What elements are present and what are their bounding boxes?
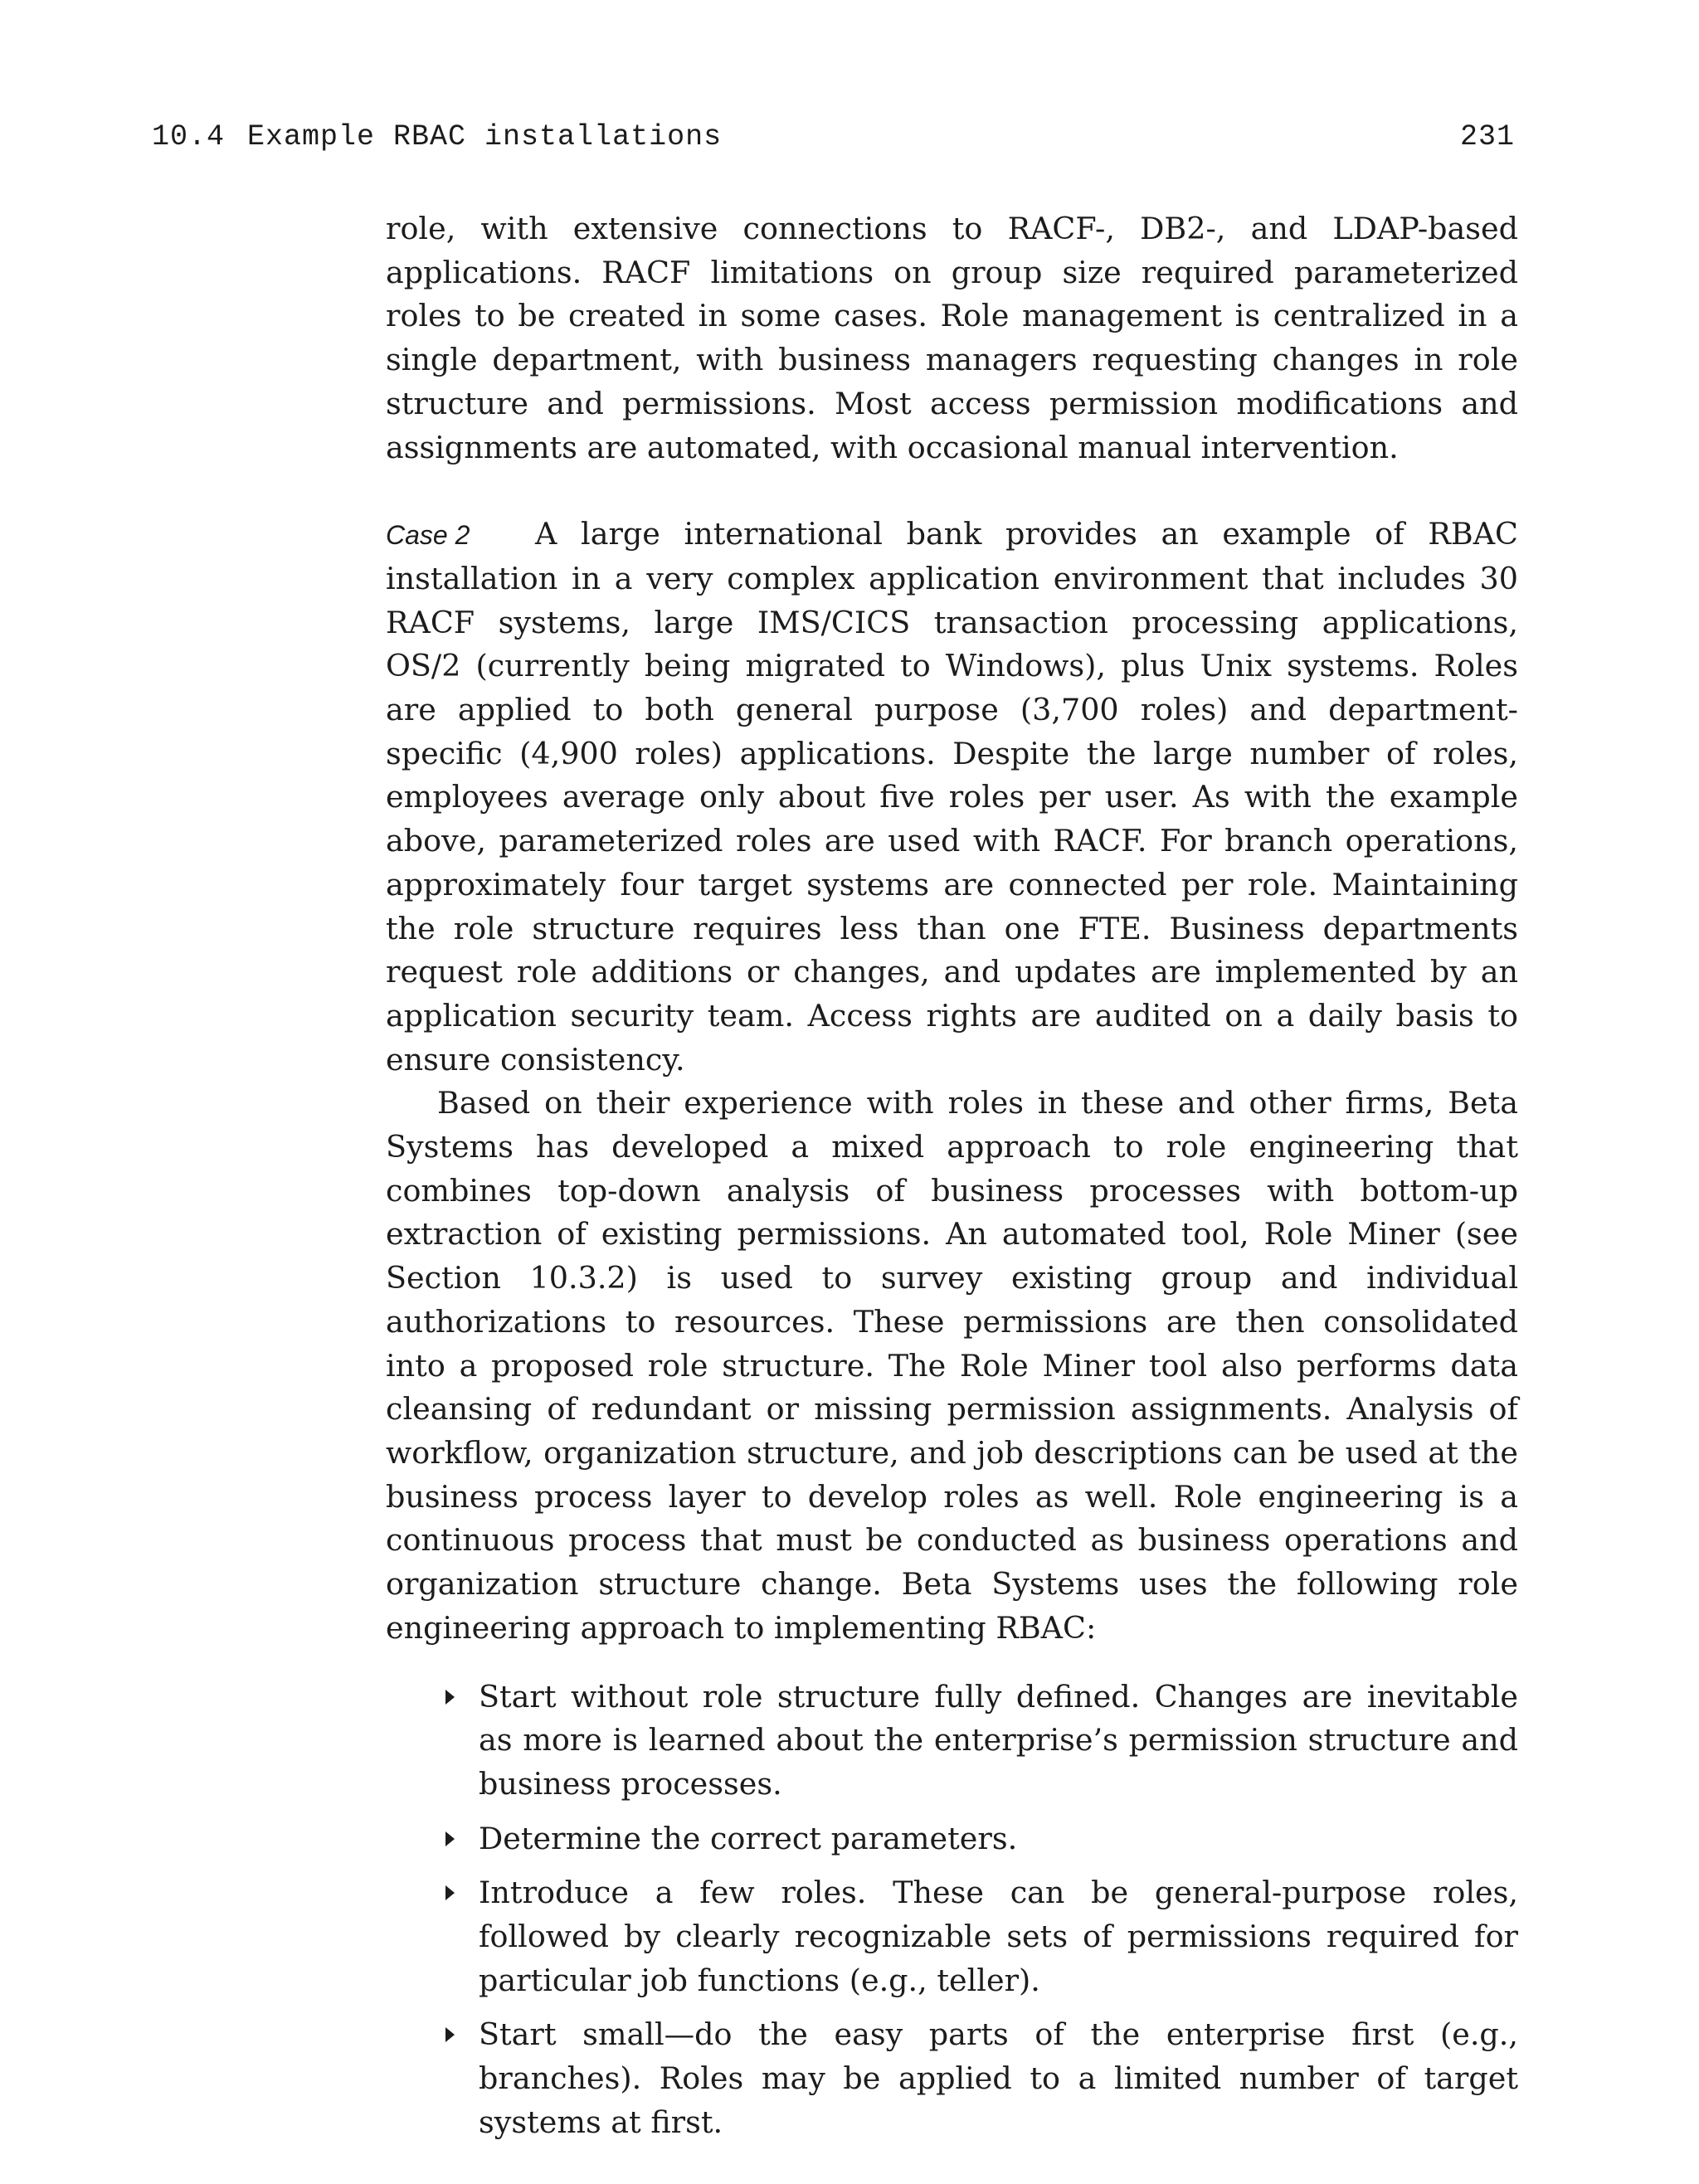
case-2-text: A large international bank provides an example of RBAC installation in a very complex application environment that includes 30 RACF systems, large IMS/CICS transaction processing applications, OS/2 (currently being migrated to Windows), plus Unix systems. Roles are applied to both general purpose (3,700 roles) and department-specific (4,900 roles) applications. Despite the large number of roles, employees average only about five roles per user. As with the example above, parameterized roles are used with RACF. For branch operations, approximately four target systems are connected per role. Maintaining the role structure requires less than one FTE. Business departments request role additions or changes, and updates are implemented by an application security team. Access rights are audited on a daily basis to ensure consistency. — [386, 516, 1518, 1077]
bullet-list — [386, 1676, 1518, 2145]
list-item — [386, 1676, 1518, 1807]
bullet-icon — [445, 1690, 455, 1705]
list-item-text: Start small—do the easy parts of the enterprise first (e.g., branches). Roles may be applied to a limited number of target systems at first. — [479, 2016, 1518, 2140]
list-item-text: Introduce a few roles. These can be general-purpose roles, followed by clearly recognizable sets of permissions required for particular job functions (e.g., teller). — [479, 1875, 1518, 1998]
paragraph-case-2 — [386, 513, 1518, 1082]
section-title: Example RBAC installations — [247, 120, 723, 153]
page-number: 231 — [1459, 120, 1515, 153]
bullet-icon — [445, 1885, 455, 1900]
list-item — [386, 1871, 1518, 2002]
bullet-icon — [445, 1831, 455, 1846]
bullet-icon — [445, 2027, 455, 2042]
list-item-text: Start without role structure fully defined. Changes are inevitable as more is learned about the enterprise’s permission structure and business processes. — [479, 1678, 1518, 1802]
paragraph-continued: role, with extensive connections to RACF-, DB2-, and LDAP-based applications. RACF limitations on group size required parameterized roles to be created in some cases. Role management is centralized in a single department, with business managers requesting changes in role structure and permissions. Most access permission modifications and assignments are automated, with occasional manual intervention. — [386, 211, 1518, 465]
running-head — [152, 116, 1515, 158]
list-item-text: Determine the correct parameters. — [479, 1820, 1018, 1856]
list-item — [386, 2013, 1518, 2144]
section-number: 10.4 — [152, 120, 226, 153]
body-text — [386, 207, 1518, 2156]
case-label: Case 2 — [386, 520, 470, 551]
paragraph-beta-systems: Based on their experience with roles in these and other firms, Beta Systems has developed a mixed approach to role engineering that combines top-down analysis of business processes with bottom-up extraction of existing permissions. An automated tool, Role Miner (see Section 10.3.2) is used to survey existing group and individual authorizations to resources. These permissions are then consolidated into a proposed role structure. The Role Miner tool also performs data cleansing of redundant or missing permission assignments. Analysis of workflow, organization structure, and job descriptions can be used at the business process layer to develop roles as well. Role engineering is a continuous process that must be conducted as business operations and organization structure change. Beta Systems uses the following role engineering approach to implementing RBAC: — [386, 1085, 1518, 1646]
list-item — [386, 1817, 1518, 1861]
